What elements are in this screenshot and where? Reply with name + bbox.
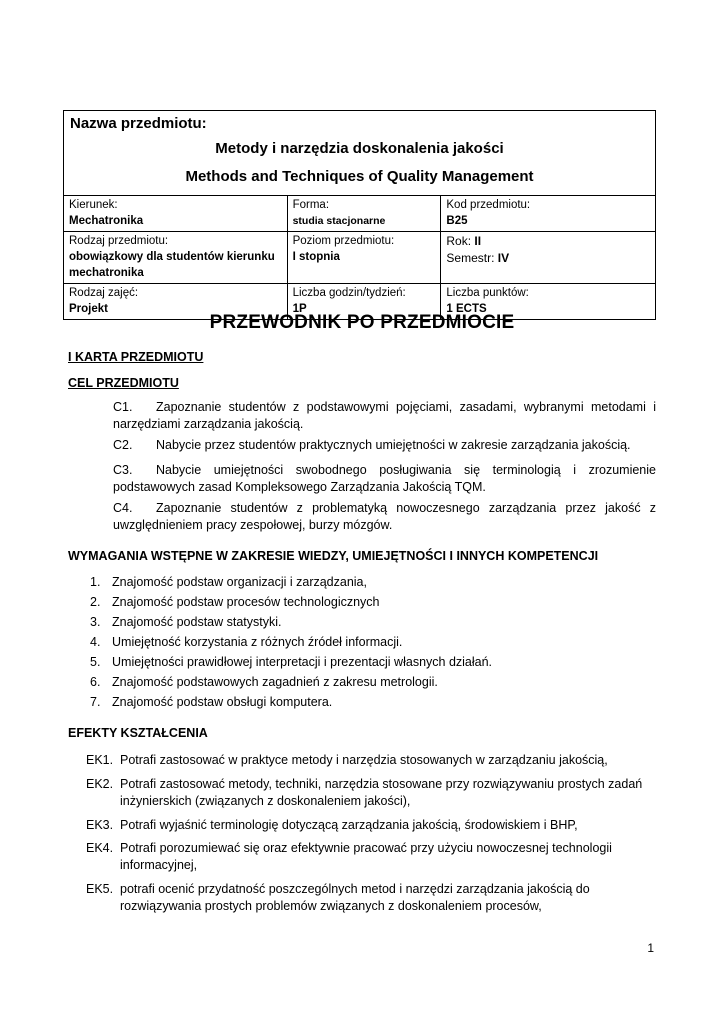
year-label: Rok: <box>446 234 475 248</box>
goal-number: C2. <box>113 438 133 452</box>
section-card-heading: I KARTA PRZEDMIOTU <box>68 350 204 364</box>
goal-text: Zapoznanie studentów z problematyką nowoczesnego zarządzania przez jakość z uwzględnieniem pracy zespołowej, burzy mózgów. <box>113 501 656 532</box>
cell-course-type <box>64 232 288 284</box>
effect-code: EK3. <box>86 818 114 832</box>
title-cell <box>64 111 656 196</box>
class-type-value: Projekt <box>69 303 108 315</box>
course-type-value: obowiązkowy dla studentów kierunku mechatronika <box>69 251 275 279</box>
subject-name-en: Methods and Techniques of Quality Management <box>185 168 534 185</box>
cell-field-of-study <box>64 196 288 232</box>
goal-number: C3. <box>113 463 133 477</box>
year-line <box>446 233 650 250</box>
cell-year-semester <box>441 232 656 284</box>
goal-number: C4. <box>113 501 133 515</box>
guide-title: PRZEWODNIK PO PRZEDMIOCIE <box>209 312 515 333</box>
goal-item <box>113 437 656 454</box>
page-number: 1 <box>647 941 654 955</box>
requirement-text: Znajomość podstaw organizacji i zarządzania, <box>112 575 367 589</box>
semester-label: Semestr: <box>446 251 498 265</box>
requirement-text: Znajomość podstaw statystyki. <box>112 615 282 629</box>
requirement-number: 3. <box>90 615 101 629</box>
requirement-number: 5. <box>90 655 101 669</box>
goal-item <box>113 399 656 433</box>
class-type-label: Rodzaj zajęć: <box>69 287 139 299</box>
code-value: B25 <box>446 215 468 227</box>
effect-item <box>86 817 661 834</box>
requirement-number: 4. <box>90 635 101 649</box>
requirement-text: Znajomość podstawowych zagadnień z zakresu metrologii. <box>112 675 438 689</box>
requirement-item <box>90 594 380 611</box>
course-info-table <box>63 110 656 320</box>
requirement-text: Znajomość podstaw procesów technologicznych <box>112 595 380 609</box>
cell-form <box>287 196 441 232</box>
effect-code: EK5. <box>86 882 114 896</box>
points-value: 1 ECTS <box>446 303 487 315</box>
effect-text: Potrafi wyjaśnić terminologię dotyczącą zarządzania jakością, środowiskiem i BHP, <box>120 818 578 832</box>
cell-course-code <box>441 196 656 232</box>
goal-item <box>113 462 656 496</box>
goal-text: Zapoznanie studentów z podstawowymi pojęciami, zasadami, wybranymi metodami i narzędziami zarządzania jakością. <box>113 400 656 431</box>
effect-item <box>86 881 661 915</box>
effect-code: EK2. <box>86 777 114 791</box>
requirement-number: 6. <box>90 675 101 689</box>
year-value: II <box>474 234 482 248</box>
requirement-number: 2. <box>90 595 101 609</box>
goal-text: Nabycie przez studentów praktycznych umiejętności w zakresie zarządzania jakością. <box>156 438 631 452</box>
goal-text: Nabycie umiejętności swobodnego posługiwania się terminologią i zrozumienie podstawowych zasad Kompleksowego Zarządzania Jakością TQM. <box>113 463 656 494</box>
field-label: Kierunek: <box>69 199 118 211</box>
semester-value: IV <box>497 251 510 265</box>
effect-text: potrafi ocenić przydatność poszczególnych metod i narzędzi zarządzania jakością do rozwiązywania prostych problemów związanych z doskonaleniem procesów, <box>120 882 590 913</box>
info-row-1 <box>64 196 656 232</box>
goal-item <box>113 500 656 534</box>
hours-label: Liczba godzin/tydzień: <box>292 287 406 299</box>
subject-label: Nazwa przedmiotu: <box>70 115 207 132</box>
effect-item <box>86 840 661 874</box>
effect-code: EK1. <box>86 753 114 767</box>
section-goal-heading: CEL PRZEDMIOTU <box>68 376 179 390</box>
effect-item <box>86 776 661 810</box>
section-effects-heading: EFEKTY KSZTAŁCENIA <box>68 726 208 740</box>
requirement-item <box>90 574 367 591</box>
level-value: I stopnia <box>292 251 340 263</box>
title-row <box>64 111 656 196</box>
section-requirements-heading: WYMAGANIA WSTĘPNE W ZAKRESIE WIEDZY, UMIEJĘTNOŚCI I INNYCH KOMPETENCJI <box>68 549 599 563</box>
requirement-item <box>90 694 332 711</box>
requirement-text: Znajomość podstaw obsługi komputera. <box>112 695 333 709</box>
points-label: Liczba punktów: <box>446 287 529 299</box>
requirement-number: 7. <box>90 695 101 709</box>
effect-text: Potrafi zastosować w praktyce metody i narzędzia stosowanych w zarządzaniu jakością, <box>120 753 608 767</box>
effect-text: Potrafi porozumiewać się oraz efektywnie pracować przy użyciu nowoczesnej technologii informacyjnej, <box>120 841 612 872</box>
level-label: Poziom przedmiotu: <box>292 235 395 247</box>
code-label: Kod przedmiotu: <box>446 199 531 211</box>
cell-level <box>287 232 441 284</box>
requirement-text: Umiejętności prawidłowej interpretacji i prezentacji własnych działań. <box>112 655 493 669</box>
course-type-label: Rodzaj przedmiotu: <box>69 235 169 247</box>
form-label: Forma: <box>292 199 330 211</box>
form-value: studia stacjonarne <box>292 215 386 227</box>
subject-name-pl: Metody i narzędzia doskonalenia jakości <box>215 140 504 157</box>
effect-text: Potrafi zastosować metody, techniki, narzędzia stosowane przy rozwiązywaniu prostych zadań inżynierskich (związanych z doskonaleniem jakości), <box>120 777 643 808</box>
requirement-item <box>90 634 402 651</box>
effect-item <box>86 752 661 769</box>
goal-number: C1. <box>113 400 133 414</box>
requirement-item <box>90 674 438 691</box>
field-value: Mechatronika <box>69 215 144 227</box>
effect-code: EK4. <box>86 841 114 855</box>
semester-line <box>446 250 650 267</box>
hours-value: 1P <box>292 303 307 315</box>
info-row-2 <box>64 232 656 284</box>
requirement-number: 1. <box>90 575 101 589</box>
requirement-item <box>90 654 492 671</box>
requirement-item <box>90 614 282 631</box>
requirement-text: Umiejętność korzystania z różnych źródeł informacji. <box>112 635 403 649</box>
